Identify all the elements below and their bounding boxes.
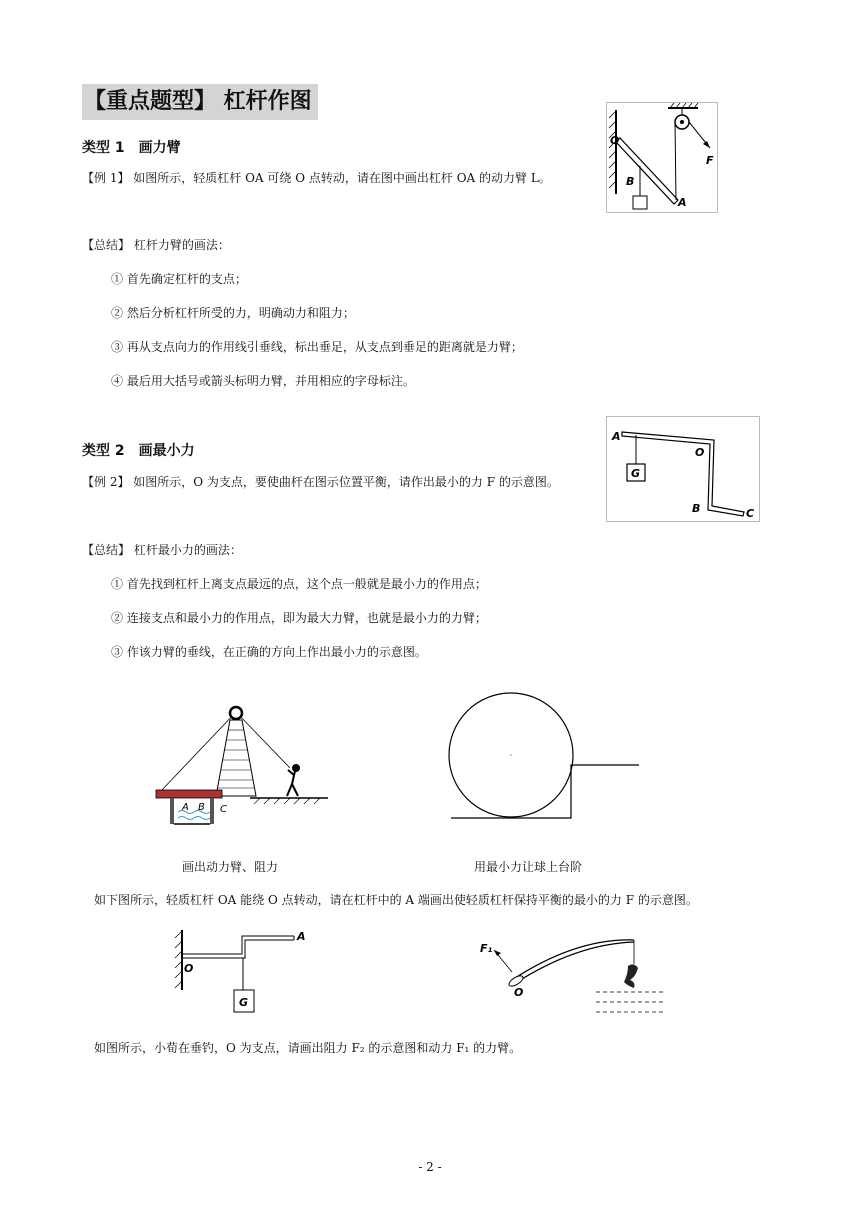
example2	[82, 474, 559, 490]
label-g: G	[631, 467, 641, 480]
label-f1: F₁	[480, 942, 493, 955]
summary1-tag: 【总结】	[82, 238, 131, 252]
label-a: A	[678, 196, 687, 209]
summary1-item: ① 首先确定杠杆的支点；	[111, 272, 247, 286]
summary2-title: 杠杆最小力的画法：	[133, 543, 242, 557]
summary1-item: ④ 最后用大括号或箭头标明力臂，并用相应的字母标注。	[111, 374, 415, 388]
type1-title: 类型 1 画力臂	[82, 140, 181, 156]
caption-right: 用最小力让球上台阶	[474, 860, 583, 874]
label-b: B	[198, 802, 205, 813]
summary1-item: ③ 再从支点向力的作用线引垂线，标出垂足，从支点到垂足的距离就是力臂；	[111, 340, 523, 354]
label-c: C	[746, 507, 755, 520]
figure-bent-lever	[606, 416, 760, 522]
label-g: G	[239, 996, 249, 1009]
label-o: O	[184, 962, 194, 975]
summary2-item: ① 首先找到杠杆上离支点最远的点，这个点一般就是最小力的作用点；	[111, 577, 487, 591]
label-a: A	[612, 430, 621, 443]
weight-block	[633, 196, 647, 209]
fish	[624, 964, 638, 988]
summary1-title: 杠杆力臂的画法：	[133, 238, 230, 252]
man-pulling	[287, 765, 299, 796]
example2-tag: 【例 2】	[82, 475, 130, 489]
rope	[675, 122, 676, 200]
label-o: O	[695, 446, 705, 459]
label-b: B	[626, 175, 635, 188]
figure-frame	[607, 103, 718, 213]
summary2-heading	[82, 542, 242, 558]
summary2-tag: 【总结】	[82, 543, 131, 557]
summary1-heading	[82, 237, 230, 253]
rod-lower	[514, 942, 634, 984]
plank	[156, 790, 222, 798]
figure-ball-step	[445, 688, 643, 822]
figure-l-lever	[172, 926, 312, 1018]
caption-left: 画出动力臂、阻力	[182, 860, 279, 874]
page-number: - 2 -	[418, 1160, 442, 1174]
lever-oa	[616, 138, 678, 204]
label-f: F	[706, 154, 714, 167]
figure-lever-oa	[606, 102, 718, 214]
summary2-item: ② 连接支点和最小力的作用点，即为最大力臂，也就是最小力的力臂；	[111, 611, 487, 625]
example2-text: 如图所示，O 为支点，要使曲杆在图示位置平衡，请作出最小的力 F 的示意图。	[133, 475, 559, 489]
label-o: O	[514, 986, 524, 999]
label-o: O	[610, 134, 620, 147]
label-c: C	[220, 804, 227, 815]
label-b: B	[692, 502, 701, 515]
brick-tower	[216, 720, 256, 796]
wall-hatch	[609, 111, 616, 188]
question1: 如下图所示，轻质杠杆 OA 能绕 O 点转动，请在杠杆中的 A 端画出使轻质杠杆保持平衡的最小的力 F 的示意图。	[94, 893, 698, 907]
summary1-item: ② 然后分析杠杆所受的力，明确动力和阻力；	[111, 306, 355, 320]
example1-tag: 【例 1】	[82, 171, 130, 185]
example1	[82, 170, 551, 186]
label-a: A	[297, 930, 306, 943]
type2-title: 类型 2 画最小力	[82, 443, 195, 459]
pulley	[230, 707, 242, 719]
lever-inner	[182, 940, 294, 958]
question2: 如图所示，小荀在垂钓，O 为支点，请画出阻力 F₂ 的示意图和动力 F₁ 的力臂。	[94, 1041, 522, 1055]
lever-outer	[182, 936, 294, 954]
section-title: 【重点题型】 杠杆作图	[82, 84, 318, 120]
figure-tower-pulley	[150, 700, 332, 832]
water-surface	[596, 992, 666, 1012]
summary2-item: ③ 作该力臂的垂线，在正确的方向上作出最小力的示意图。	[111, 645, 427, 659]
label-a: A	[182, 802, 189, 813]
figure-fishing-rod	[476, 928, 672, 1020]
example1-text: 如图所示，轻质杠杆 OA 可绕 O 点转动，请在图中画出杠杆 OA 的动力臂 L。	[133, 171, 551, 185]
